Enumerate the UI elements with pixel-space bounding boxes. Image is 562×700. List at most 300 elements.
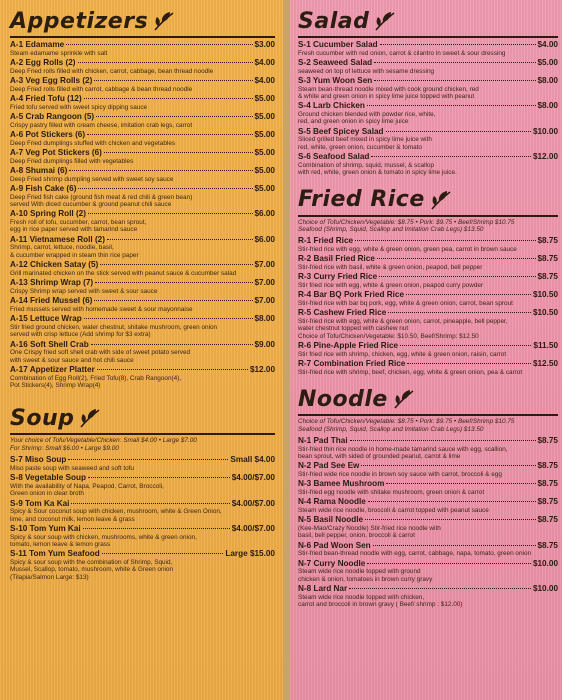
dot-leader — [406, 294, 531, 295]
item-name: N-4 Rama Noodle — [298, 497, 366, 507]
item-price: $8.00 — [254, 314, 275, 324]
item-name: S-1 Cucumber Salad — [298, 40, 378, 49]
item-price: $8.75 — [537, 461, 558, 471]
item-name: N-2 Pad See Ew — [298, 461, 360, 471]
fried-rice-list — [298, 236, 558, 376]
item-header — [10, 209, 275, 219]
item-name: R-3 Curry Fried Rice — [298, 272, 378, 282]
item-description: Combination of shrimp, squid, mussel, & scallop — [298, 161, 435, 169]
item-name: R-7 Combination Fried Rice — [298, 359, 406, 369]
item-price: $8.75 — [537, 254, 558, 264]
item-price: $4.00 — [254, 76, 275, 85]
item-description: Fresh roll of tofu, cucumber, carrot, bean sprout, — [10, 219, 147, 226]
item-description: Stir fried rice with egg, white & green onion, peapod curry powder — [298, 282, 484, 290]
appetizer-item — [10, 296, 275, 313]
item-name: S-8 Vegetable Soup — [10, 473, 86, 483]
item-description: Stir-fried rice with basil, white & green onion, peapod, bell pepper — [298, 264, 483, 272]
item-description: Fried tofu served with sweet spicy dipping sauce — [10, 103, 148, 111]
item-price: $4.00/$7.00 — [231, 524, 275, 534]
item-description: tomato, lemon leave & lemon grass — [10, 541, 111, 549]
item-description: Stir-fried rice with egg, white & green onion, green pea, carrot in brown sauce — [298, 246, 517, 254]
item-description: Spicy & Sour coconut soup with chicken, mushroom, white & Green Onion, — [10, 508, 222, 516]
item-description: served with crisp lettuce (Add shrimp for $3 extra) — [10, 331, 151, 339]
item-name: N-7 Curry Noodle — [298, 558, 366, 568]
item-name: A-15 Lettuce Wrap — [10, 314, 82, 324]
item-description: Steam wide rice noodle, broccoli & carrot topped with peanut sauce — [298, 507, 489, 515]
item-price: $6.00 — [254, 209, 275, 219]
item-header — [298, 359, 558, 369]
dot-leader — [96, 116, 252, 117]
soup-item — [10, 473, 275, 497]
noodle-item — [298, 541, 558, 558]
salad-item — [298, 127, 558, 151]
item-name: A-6 Pot Stickers (6) — [10, 130, 86, 139]
item-name: A-16 Soft Shell Crab — [10, 339, 89, 349]
item-name: S-5 Beef Spicey Salad — [298, 126, 384, 136]
item-price: $8.75 — [537, 272, 558, 282]
soup-title: Soup — [10, 403, 275, 433]
item-header — [10, 40, 275, 50]
salad-item — [298, 101, 558, 125]
item-description: Fresh cucumber with red onion, carrot & cilantro in sweet & sour dressing — [298, 49, 506, 57]
appetizers-rule — [10, 36, 275, 38]
noodle-note-line: Seafood (Shrimp, Squid, Scallop and Imitation Crab Legs) $13.50 — [298, 425, 484, 433]
item-description: Grill marinated chicken on the stick served with peanut sauce & cucumber salad — [10, 269, 237, 277]
soup-note-line: For Shrimp: Small $6.00 • Large $9.00 — [10, 444, 119, 452]
item-name: R-6 Pine-Apple Fried Rice — [298, 341, 399, 351]
item-name: R-1 Fried Rice — [298, 236, 354, 246]
soup-note-line: Your choice of Tofu/Vegetable/Chicken: Small $4.00 • Large $7.00 — [10, 437, 197, 445]
item-description: Combination of Egg Roll(2), Fried Tofu(8), Crab Rangoon(4), — [10, 374, 182, 382]
item-header — [298, 559, 558, 569]
dot-leader — [371, 156, 531, 157]
item-description: Crispy pastry filled with cream cheese, imitation crab legs, carrot — [10, 121, 193, 129]
fried-rice-item — [298, 341, 558, 358]
appetizer-item — [10, 235, 275, 259]
item-header — [298, 40, 558, 50]
item-header — [10, 296, 275, 306]
item-description: Deep Fried rolls filled with chicken, carrot, cabbage, bean thread noodle — [10, 67, 214, 75]
item-description: Deep Fried fish cake (ground fish meat & red chili & green bean) — [10, 193, 193, 201]
item-header — [10, 112, 275, 122]
item-description: Deep Fried shrimp dumpling served with sweet soy sauce — [10, 175, 174, 183]
item-description: water chestnut topped with cashew nut — [298, 325, 409, 333]
dot-leader — [100, 264, 252, 265]
item-name: R-4 Bar BQ Pork Fried Rice — [298, 290, 405, 300]
item-description: Stir-fried rice with bar bq pork, egg, white & green onion, carrot, bean sprout — [298, 300, 513, 308]
item-price: Large $15.00 — [225, 549, 275, 559]
item-description: (Tilapia/Salmon Large: $13) — [10, 573, 89, 581]
item-price: $8.75 — [537, 540, 558, 550]
appetizer-item — [10, 340, 275, 364]
item-description: seaweed on top of lettuce with sesame dressing — [298, 67, 435, 75]
appetizer-item — [10, 209, 275, 233]
dot-leader — [388, 312, 531, 313]
dot-leader — [83, 528, 230, 529]
fried-rice-item — [298, 290, 558, 307]
item-price: $10.00 — [532, 126, 558, 136]
item-description: egg in rice paper served with tamarind sauce — [10, 226, 138, 234]
salad-rule — [298, 36, 558, 38]
item-price: $7.00 — [254, 260, 275, 270]
dot-leader — [69, 170, 252, 171]
item-description: Stir-fried rice with shrimp, beef, chicken, egg, white & green onion, pea & carrot — [298, 368, 523, 376]
item-name: A-11 Vietnamese Roll (2) — [10, 234, 105, 244]
item-price: $8.75 — [537, 236, 558, 246]
salad-item — [298, 76, 558, 100]
item-description: lime, and coconut milk, lemon leave & grass — [10, 515, 135, 523]
item-price: Small $4.00 — [230, 455, 275, 465]
item-description: Fried mussels served with homemade sweet & sour mayonnaise — [10, 305, 193, 313]
item-header — [298, 236, 558, 246]
item-name: R-5 Cashew Fried Rice — [298, 308, 387, 318]
item-price: $8.75 — [537, 436, 558, 446]
item-header — [10, 76, 275, 86]
item-price: $12.00 — [532, 152, 558, 162]
item-description: chicken & onion, tomatoes in brown curry gravy — [298, 575, 433, 583]
item-name: A-9 Fish Cake (6) — [10, 184, 77, 193]
item-price: $8.00 — [537, 101, 558, 111]
fried-rice-item — [298, 359, 558, 376]
item-description: Stir-fried thin rice noodle in home-made tamarind sauce with egg, scallion, — [298, 445, 508, 453]
soup-item — [10, 524, 275, 548]
fried-rice-item — [298, 254, 558, 271]
item-description: basil, bell pepper, onion, broccoli & carrot — [298, 532, 415, 540]
right-column — [290, 0, 562, 700]
dot-leader — [400, 345, 531, 346]
item-header — [298, 127, 558, 137]
item-header — [10, 455, 275, 465]
item-name: A-12 Chicken Satay (5) — [10, 260, 99, 270]
noodle-item — [298, 559, 558, 583]
item-price: $5.00 — [254, 130, 275, 139]
item-description: Steam bean-thread noodle mixed with cook ground chicken, red — [298, 85, 479, 93]
appetizer-item — [10, 278, 275, 295]
item-price: $7.00 — [254, 296, 275, 306]
item-header — [10, 148, 275, 158]
item-name: A-5 Crab Rangoon (5) — [10, 112, 95, 121]
item-description: Deep Fried dumplings stuffed with chicken and vegetables — [10, 139, 176, 147]
fried-rice-rule — [298, 215, 558, 217]
item-header — [10, 524, 275, 534]
item-header — [10, 166, 275, 176]
item-price: $7.00 — [254, 278, 275, 288]
item-description: With the availability of Napa, Peapod, Carrot, Broccoli, — [10, 482, 164, 490]
item-description: Miso paste soup with seaweed and soft tofu — [10, 464, 134, 472]
item-description: & white and green onion in spicy lime juice topped with peanut — [298, 93, 475, 100]
item-price: $5.00 — [254, 148, 275, 157]
item-price: $10.00 — [532, 558, 558, 568]
appetizer-item — [10, 58, 275, 75]
appetizer-item — [10, 166, 275, 183]
dot-leader — [84, 98, 253, 99]
item-description: Ground chicken blended with powder rice, white, — [298, 111, 436, 118]
noodle-item — [298, 584, 558, 608]
dot-leader — [107, 239, 253, 240]
dot-leader — [87, 134, 252, 135]
item-header — [10, 184, 275, 194]
item-price: $11.50 — [533, 341, 558, 351]
soup-list — [10, 455, 275, 581]
dot-leader — [377, 258, 536, 259]
item-price: $6.00 — [254, 234, 275, 244]
item-price: $5.00 — [254, 184, 275, 193]
appetizer-item — [10, 40, 275, 57]
item-price: $5.00 — [537, 58, 558, 67]
item-price: $4.00/$7.00 — [231, 498, 275, 508]
fried-rice-item — [298, 272, 558, 289]
item-description: Stir fried ground chicken, water chestnut, shitake mushroom, green onion — [10, 323, 218, 331]
item-header — [10, 58, 275, 68]
item-header — [10, 340, 275, 350]
item-description: served With diced cucumber & ground peanut chili sauce — [10, 201, 172, 208]
fried-rice-item — [298, 236, 558, 253]
item-description: Sliced grilled beef mixed in spicy lime juice with — [298, 136, 432, 144]
appetizer-item — [10, 94, 275, 111]
appetizer-item — [10, 260, 275, 277]
salad-title: Salad — [298, 6, 558, 36]
dot-leader — [374, 62, 535, 63]
appetizer-item — [10, 314, 275, 338]
salad-item — [298, 58, 558, 75]
item-price: $4.00/$7.00 — [231, 473, 275, 483]
salad-list — [298, 40, 558, 177]
item-price: $8.75 — [537, 515, 558, 525]
item-price: $3.00 — [254, 40, 275, 49]
noodle-title: Noodle — [298, 384, 558, 414]
dot-leader — [386, 483, 535, 484]
item-description: Stir-fried rice with egg, white & green onion, carrot, pineapple, bell pepper, — [298, 318, 508, 326]
item-description: Choice of Tofu/Chicken/Vegetable: $10.50, Beef/Shrimp: $12.50 — [298, 332, 479, 340]
item-header — [298, 436, 558, 446]
salad-item — [298, 152, 558, 176]
item-price: $4.00 — [537, 40, 558, 49]
item-description: Shrimp, carrot, lettuce, noodle, basil, — [10, 244, 114, 252]
leaf-icon — [152, 10, 176, 32]
item-header — [298, 254, 558, 264]
item-price: $5.00 — [254, 94, 275, 103]
item-header — [10, 278, 275, 288]
appetizers-list — [10, 40, 275, 389]
item-description: red, and green onion in spicy lime juice — [298, 118, 409, 126]
item-name: A-8 Shumai (6) — [10, 166, 68, 175]
item-name: N-6 Pad Woon Sen — [298, 540, 371, 550]
item-header — [298, 290, 558, 300]
dot-leader — [104, 152, 253, 153]
dot-leader — [355, 240, 535, 241]
item-name: A-17 Appetizer Platter — [10, 365, 95, 375]
dot-leader — [78, 62, 253, 63]
item-description: Stir-fried wide rice noodle in brown soy sauce with carrot, broccoli & egg — [298, 471, 502, 479]
dot-leader — [367, 105, 536, 106]
leaf-icon — [373, 10, 397, 32]
item-name: N-3 Bamee Mushroom — [298, 479, 385, 489]
item-name: A-7 Veg Pot Stickers (6) — [10, 148, 102, 157]
dot-leader — [349, 588, 531, 589]
leaf-icon — [392, 388, 416, 410]
dot-leader — [66, 44, 252, 45]
item-description: carrot and broccoli in brown gravy ( Beef/ shrimp : $12.00) — [298, 601, 463, 609]
dot-leader — [365, 519, 535, 520]
item-name: A-10 Spring Roll (2) — [10, 209, 86, 219]
item-description: bean sprout, with sided of grounded peanut, carrot & lime — [298, 453, 461, 461]
noodle-item — [298, 515, 558, 539]
dot-leader — [71, 503, 229, 504]
dot-leader — [368, 501, 536, 502]
dot-leader — [91, 344, 253, 345]
item-price: $12.00 — [249, 365, 275, 375]
fried-rice-note-line: Seafood (Shrimp, Squid, Scallop and Imitation Crab Legs) $13.50 — [298, 226, 484, 234]
item-price: $9.00 — [254, 339, 275, 349]
soup-item — [10, 549, 275, 581]
item-name: S-7 Miso Soup — [10, 455, 67, 465]
appetizer-item — [10, 76, 275, 93]
item-name: S-3 Yum Woon Sen — [298, 76, 373, 85]
soup-rule — [10, 433, 275, 435]
item-header — [298, 479, 558, 489]
item-name: A-4 Fried Tofu (12) — [10, 94, 82, 103]
item-description: Deep Fried dumplings filled with vegetables — [10, 157, 134, 165]
appetizers-title: Appetizers — [10, 6, 275, 36]
item-header — [298, 584, 558, 594]
item-name: S-9 Tom Ka Kai — [10, 498, 70, 508]
dot-leader — [386, 131, 531, 132]
noodle-item — [298, 479, 558, 496]
item-header — [298, 308, 558, 318]
fried-rice-notes — [298, 219, 558, 234]
dot-leader — [373, 545, 536, 546]
item-price: $12.50 — [532, 359, 558, 369]
item-name: A-3 Veg Egg Rolls (2) — [10, 76, 93, 85]
noodle-list — [298, 436, 558, 609]
soup-item — [10, 499, 275, 523]
dot-leader — [361, 465, 535, 466]
dot-leader — [84, 318, 253, 319]
item-header — [298, 515, 558, 525]
item-price: $8.75 — [537, 497, 558, 507]
noodle-rule — [298, 414, 558, 416]
item-name: S-4 Larb Chicken — [298, 101, 365, 111]
item-description: Spicy & sour soup with chicken, mushrooms, white & green onion, — [10, 533, 197, 541]
item-name: A-14 Fried Mussel (6) — [10, 296, 93, 306]
noodle-notes — [298, 418, 558, 433]
item-description: Spicy & sour soup with the combination of Shrimp, Squid, — [10, 559, 173, 567]
appetizer-item — [10, 112, 275, 129]
item-price: $8.75 — [537, 479, 558, 489]
noodle-note-line: Choice of Tofu/Chicken/Vegetable: $8.75 • Pork: $9.75 • Beef/Shrimp $10.75 — [298, 418, 515, 426]
noodle-item — [298, 461, 558, 478]
item-description: Stir-fried bean-thread noodle with egg, carrot, cabbage, napa, tomato, green onion — [298, 550, 532, 558]
item-description: Deep Fried rolls filled with carrot, cabbage & bean thread noodle — [10, 85, 193, 93]
item-description: with red, white, green onion & tomato in spicy lime juice. — [298, 169, 457, 177]
item-description: Steam edamame sprinkle with salt — [10, 49, 108, 57]
dot-leader — [94, 80, 252, 81]
item-header — [10, 365, 275, 375]
item-header — [298, 541, 558, 551]
item-name: S-2 Seaweed Salad — [298, 58, 373, 67]
item-description: Stir fried rice with shrimp, chicken, egg, white & green onion, raisin, carrot — [298, 350, 507, 358]
item-name: A-1 Edamame — [10, 40, 65, 49]
fried-rice-title: Fried Rice — [298, 185, 558, 215]
soup-notes — [10, 437, 275, 452]
dot-leader — [367, 563, 531, 564]
item-price: $10.00 — [532, 584, 558, 594]
item-description: Crispy Shrimp wrap served with sweet & sour sauce — [10, 287, 158, 295]
item-price: $5.00 — [254, 112, 275, 121]
item-description: Mussel, Scallop, tomato, mushroom, white & Green onion — [10, 566, 174, 574]
item-description: red, white, green onion, cucumber & tomato — [298, 143, 422, 151]
item-description: Steam wide rice noodle topped with ground — [298, 568, 421, 576]
item-name: N-5 Basil Noodle — [298, 515, 364, 525]
fried-rice-note-line: Choice of Tofu/Chicken/Vegetable: $8.75 • Pork: $9.75 • Beef/Shrimp $10.75 — [298, 218, 515, 226]
item-price: $8.00 — [537, 76, 558, 85]
item-header — [10, 130, 275, 140]
item-description: Stir-fried egg noodle with shitake mushroom, green onion & carrot — [298, 489, 485, 497]
dot-leader — [97, 369, 248, 370]
dot-leader — [102, 553, 224, 554]
dot-leader — [407, 363, 531, 364]
item-header — [10, 499, 275, 509]
item-description: with sweet & sour sauce and hot chili sauce — [10, 356, 134, 364]
item-name: N-8 Lard Nar — [298, 584, 348, 594]
item-header — [298, 497, 558, 507]
dot-leader — [350, 440, 536, 441]
dot-leader — [95, 282, 252, 283]
item-header — [298, 272, 558, 282]
item-price: $4.00 — [254, 58, 275, 67]
item-header — [298, 152, 558, 162]
column-gutter — [283, 0, 290, 700]
leaf-icon — [78, 407, 102, 429]
item-name: S-6 Seafood Salad — [298, 152, 370, 162]
dot-leader — [379, 276, 535, 277]
item-header — [10, 235, 275, 245]
appetizer-item — [10, 184, 275, 208]
item-description: One Crispy fried soft shell crab with side of sweet potato served — [10, 349, 191, 357]
soup-item — [10, 455, 275, 472]
item-header — [298, 58, 558, 68]
fried-rice-item — [298, 308, 558, 340]
item-header — [10, 549, 275, 559]
dot-leader — [94, 300, 252, 301]
item-description: & cucumber wrapped in steam thin rice paper — [10, 251, 139, 259]
item-header — [10, 260, 275, 270]
appetizer-item — [10, 148, 275, 165]
item-header — [298, 101, 558, 111]
item-header — [298, 461, 558, 471]
item-name: S-11 Tom Yum Seafood — [10, 549, 100, 559]
dot-leader — [380, 44, 536, 45]
item-price: $10.50 — [532, 308, 558, 318]
dot-leader — [88, 213, 253, 214]
item-description: Steam wide rice noodle topped with chicken, — [298, 593, 425, 601]
item-header — [298, 76, 558, 86]
item-price: $5.00 — [254, 166, 275, 175]
dot-leader — [88, 477, 230, 478]
item-header — [10, 94, 275, 104]
item-header — [298, 341, 558, 351]
item-description: Pot Stickers(4), Shrimp Wrap(4) — [10, 382, 101, 390]
item-name: A-13 Shrimp Wrap (7) — [10, 278, 94, 288]
item-description: Green onion in clear broth — [10, 490, 84, 498]
leaf-icon — [429, 189, 453, 211]
appetizer-item — [10, 130, 275, 147]
item-price: $10.50 — [532, 290, 558, 300]
dot-leader — [374, 80, 535, 81]
noodle-item — [298, 436, 558, 460]
item-header — [10, 473, 275, 483]
dot-leader — [68, 459, 228, 460]
